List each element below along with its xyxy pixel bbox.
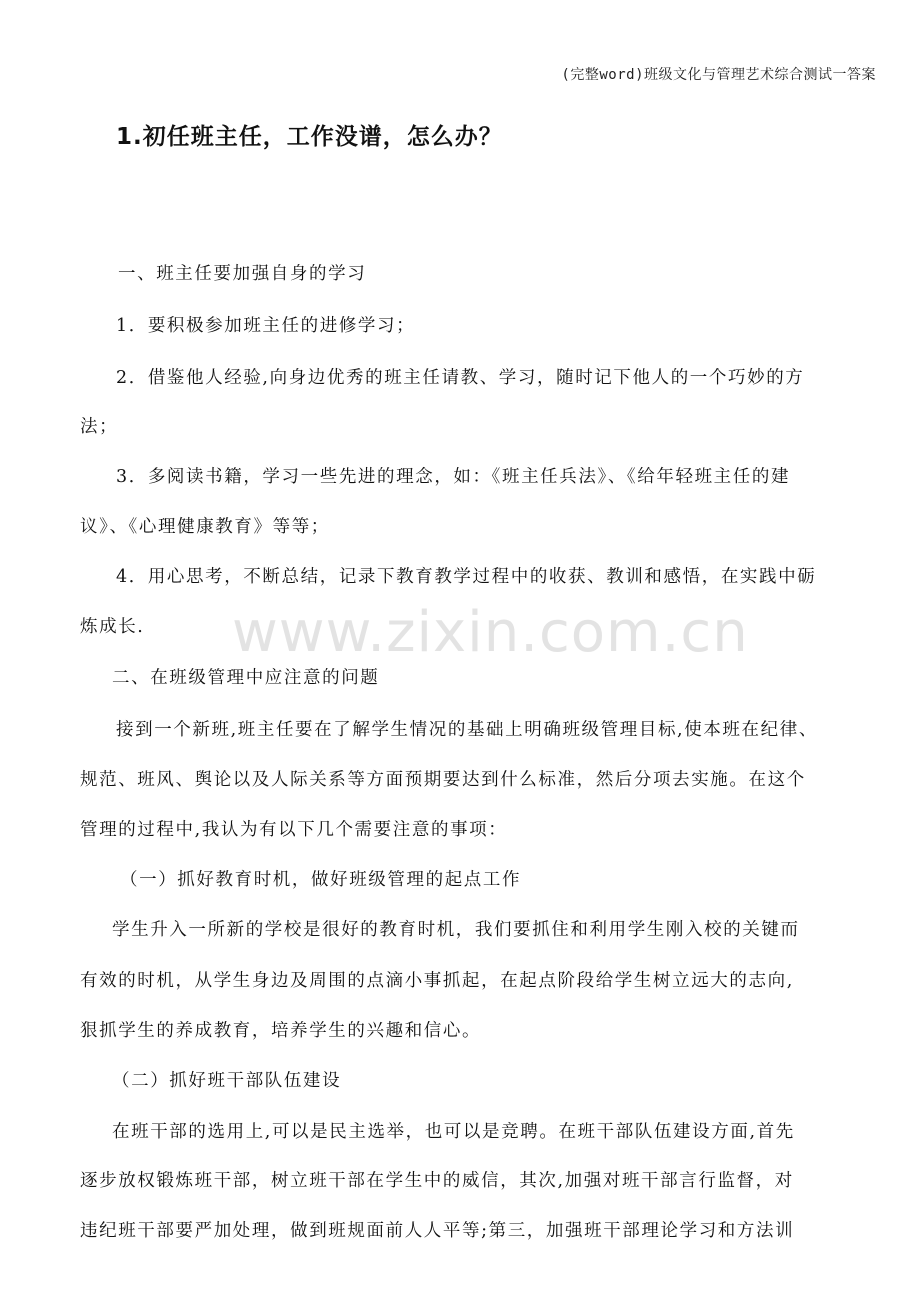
- list-item: 2．借鉴他人经验,向身边优秀的班主任请教、学习，随时记下他人的一个巧妙的方: [116, 368, 805, 388]
- paragraph-line: 接到一个新班,班主任要在了解学生情况的基础上明确班级管理目标,使本班在纪律、: [116, 720, 818, 740]
- paragraph-line: 在班干部的选用上,可以是民主选举，也可以是竞聘。在班干部队伍建设方面,首先: [112, 1122, 795, 1142]
- paragraph-line: 有效的时机，从学生身边及周围的点滴小事抓起，在起点阶段给学生树立远大的志向,: [80, 971, 794, 991]
- paragraph-line: 管理的过程中,我认为有以下几个需要注意的事项：: [80, 820, 508, 840]
- list-item-cont: 炼成长.: [80, 617, 145, 637]
- running-header: (完整word)班级文化与管理艺术综合测试一答案: [561, 67, 876, 83]
- paragraph-line: 违纪班干部要严加处理，做到班规面前人人平等;第三，加强班干部理论学习和方法训: [80, 1221, 795, 1241]
- subheading: （二）抓好班干部队伍建设: [112, 1071, 342, 1091]
- list-item-cont: 法；: [80, 417, 119, 437]
- list-item: 3．多阅读书籍，学习一些先进的理念，如：《班主任兵法》、《给年轻班主任的建: [116, 467, 791, 487]
- watermark: www.zixin.com.cn: [232, 600, 749, 665]
- heading-2: 二、在班级管理中应注意的问题: [112, 668, 380, 688]
- paragraph-line: 学生升入一所新的学校是很好的教育时机，我们要抓住和利用学生刚入校的关键而: [112, 920, 800, 940]
- subheading: （一）抓好教育时机，做好班级管理的起点工作: [120, 870, 522, 890]
- list-item: 1．要积极参加班主任的进修学习；: [116, 316, 416, 336]
- list-item: 4．用心思考，不断总结，记录下教育教学过程中的收获、教训和感悟，在实践中砺: [116, 567, 817, 587]
- heading-1: 一、班主任要加强自身的学习: [118, 264, 367, 284]
- list-item-cont: 议》、《心理健康教育》等等；: [80, 517, 330, 537]
- section-title: 1.初任班主任，工作没谱，怎么办？: [116, 124, 503, 150]
- paragraph-line: 狠抓学生的养成教育，培养学生的兴趣和信心。: [80, 1021, 482, 1041]
- paragraph-line: 逐步放权锻炼班干部，树立班干部在学生中的威信，其次,加强对班干部言行监督，对: [80, 1171, 794, 1191]
- paragraph-line: 规范、班风、舆论以及人际关系等方面预期要达到什么标准，然后分项去实施。在这个: [80, 770, 806, 790]
